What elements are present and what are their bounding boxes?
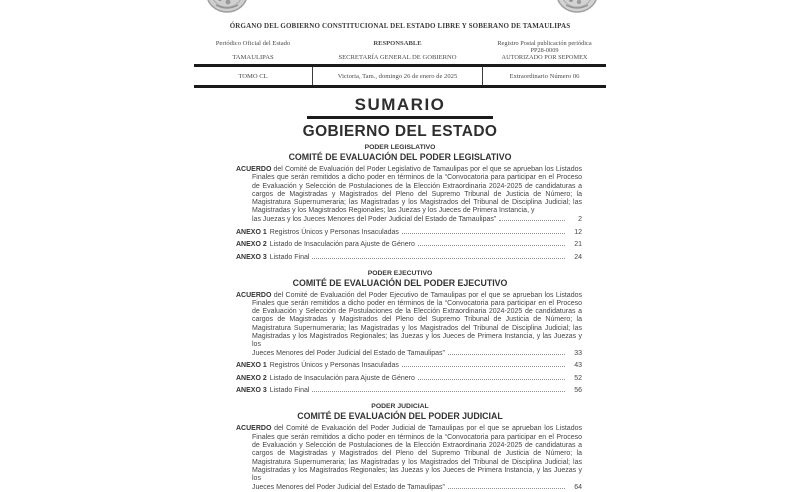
anexo-row bbox=[236, 387, 582, 395]
acuerdo-entry bbox=[236, 425, 582, 491]
dot-leader bbox=[448, 488, 565, 489]
masthead-columns bbox=[194, 40, 606, 61]
document-body bbox=[194, 0, 606, 492]
section-power-title: PODER JUDICIAL bbox=[371, 403, 429, 411]
acuerdo-body: del Comité de Evaluación del Poder Judicial de Tamaulipas por el que se aprueban los Listados Finales que serán remitidos a dicho poder en términos de la “Convocatoria para participar en el Proceso de Evaluación y Selección de Postulaciones de la Elección Extraordinaria 2024-2025 de candidaturas a cargos de Magistradas y Magistrados del Pleno del Supremo Tribunal de Justicia de Número; la Magistratura Supernumeraria; las Magistradas y los Magistrados del Tribunal de Disciplina Judicial; las Magistradas y los Magistrados Regionales; las Juezas y los Jueces de Primera Instancia, y las Juezas y los bbox=[252, 425, 582, 483]
acuerdo-lastline-text: las Juezas y los Jueces Menores del Poder Judicial del Estado de Tamaulipas” bbox=[252, 215, 497, 223]
section-committee-title: COMITÉ DE EVALUACIÓN DEL PODER JUDICIAL bbox=[297, 411, 503, 422]
anexo-text: Listado de Insaculación para Ajuste de Género bbox=[269, 241, 415, 249]
state-seal-right-icon bbox=[556, 0, 598, 15]
page-number: 12 bbox=[574, 228, 582, 236]
acuerdo-lastline bbox=[252, 484, 582, 492]
anexo-label: ANEXO 3 bbox=[236, 387, 267, 395]
tomo-cell: TOMO CL bbox=[238, 72, 268, 80]
date-place-cell: Victoria, Tam., domingo 26 de enero de 2025 bbox=[312, 67, 483, 85]
acuerdo-body: del Comité de Evaluación del Poder Legislativo de Tamaulipas por el que se aprueban los Listados Finales que serán remitidos a dicho poder en términos de la “Convocatoria para participar en el Proceso de Evaluación y Selección de Postulaciones de la Elección Extraordinaria 2024-2025 de candidaturas a cargos de Magistradas y Magistrados del Pleno del Supremo Tribunal de Justicia de Número; la Magistratura Supernumeraria; las Magistradas y los Magistrados del Tribunal de Disciplina Judicial; las Magistradas y los Magistrados Regionales; las Juezas y los Jueces de Primera Instancia, y bbox=[252, 166, 582, 215]
dot-leader bbox=[448, 354, 565, 355]
registro-postal-line: Registro Postal publicación periódica bbox=[497, 40, 592, 47]
acuerdo-lastline bbox=[252, 350, 582, 358]
anexo-label: ANEXO 2 bbox=[236, 241, 267, 249]
anexo-label: ANEXO 3 bbox=[236, 253, 267, 261]
acuerdo-label: ACUERDO bbox=[236, 425, 272, 433]
masthead-left bbox=[194, 40, 312, 61]
periodico-oficial-label: Periódico Oficial del Estado bbox=[215, 40, 291, 47]
section-committee-title: COMITÉ DE EVALUACIÓN DEL PODER LEGISLATIVO bbox=[288, 152, 512, 162]
page-number: 2 bbox=[578, 215, 582, 223]
section-committee-title: COMITÉ DE EVALUACIÓN DEL PODER EJECUTIVO bbox=[292, 277, 508, 288]
acuerdo-entry bbox=[236, 292, 582, 358]
registro-number: PP28-0009 bbox=[530, 47, 559, 54]
anexo-row bbox=[236, 362, 582, 370]
issue-number-cell: Extraordinario Número 06 bbox=[509, 72, 580, 80]
page-number: 56 bbox=[574, 387, 582, 395]
page-number: 43 bbox=[574, 362, 582, 370]
state-name: TAMAULIPAS bbox=[232, 53, 274, 61]
issue-info-row bbox=[194, 64, 606, 88]
acuerdo-label: ACUERDO bbox=[236, 291, 272, 299]
dot-leader bbox=[402, 233, 565, 234]
sumario-rule bbox=[307, 116, 493, 119]
secretaria-label: SECRETARÍA GENERAL DE GOBIERNO bbox=[338, 53, 457, 61]
acuerdo-lastline-text: Jueces Menores del Poder Judicial del Estado de Tamaulipas” bbox=[252, 483, 445, 491]
anexo-text: Listado de Insaculación para Ajuste de Género bbox=[269, 374, 415, 382]
acuerdo-lastline-text: Jueces Menores del Poder Judicial del Estado de Tamaulipas” bbox=[252, 349, 445, 357]
anexo-row bbox=[236, 375, 582, 383]
sepomex-line: AUTORIZADO POR SEPOMEX bbox=[501, 54, 588, 61]
masthead-right bbox=[483, 40, 606, 61]
page-number: 33 bbox=[574, 349, 582, 357]
dot-leader bbox=[418, 245, 565, 246]
anexo-row bbox=[236, 241, 582, 249]
page-number: 52 bbox=[574, 374, 582, 382]
acuerdo-body: del Comité de Evaluación del Poder Ejecutivo de Tamaulipas por el que se aprueban los Listados Finales que serán remitidos a dicho poder en términos de la “Convocatoria para participar en el Proceso de Evaluación y Selección de Postulaciones de la Elección Extraordinaria 2024-2025 de candidaturas a cargos de Magistradas y Magistrados del Pleno del Supremo Tribunal de Justicia de Número; la Magistratura Supernumeraria; las Magistradas y los Magistrados del Tribunal de Disciplina Judicial; las Magistradas y los Magistrados Regionales; las Juezas y los Jueces de Primera Instancia, y las Juezas y los bbox=[252, 291, 582, 349]
page-number: 24 bbox=[574, 253, 582, 261]
dot-leader bbox=[418, 379, 565, 380]
section-power-title: PODER EJECUTIVO bbox=[367, 269, 433, 277]
acuerdo-text bbox=[236, 166, 582, 216]
anexo-text: Registros Únicos y Personas Insaculadas bbox=[269, 228, 399, 236]
dot-leader bbox=[499, 220, 565, 221]
anexo-text: Registros Únicos y Personas Insaculadas bbox=[269, 362, 399, 370]
acuerdo-lastline bbox=[252, 216, 582, 224]
anexo-label: ANEXO 2 bbox=[236, 374, 267, 382]
dot-leader bbox=[402, 366, 565, 367]
anexo-row bbox=[236, 229, 582, 237]
state-seal-left-icon bbox=[206, 0, 248, 15]
anexo-text: Listado Final bbox=[269, 387, 310, 395]
organo-line: ÓRGANO DEL GOBIERNO CONSTITUCIONAL DEL ESTADO LIBRE Y SOBERANO DE TAMAULIPAS bbox=[229, 22, 571, 30]
anexo-label: ANEXO 1 bbox=[236, 362, 267, 370]
masthead-center bbox=[312, 40, 483, 61]
anexo-label: ANEXO 1 bbox=[236, 228, 267, 236]
responsable-label: RESPONSABLE bbox=[373, 40, 422, 47]
sumario-title: SUMARIO bbox=[354, 95, 446, 114]
gobierno-del-estado-title: GOBIERNO DEL ESTADO bbox=[302, 123, 498, 140]
acuerdo-entry bbox=[236, 166, 582, 224]
acuerdo-text bbox=[236, 292, 582, 350]
page-number: 64 bbox=[574, 483, 582, 491]
acuerdo-text bbox=[236, 425, 582, 483]
page-number: 21 bbox=[574, 241, 582, 249]
acuerdo-label: ACUERDO bbox=[236, 166, 272, 173]
anexo-row bbox=[236, 254, 582, 262]
dot-leader bbox=[312, 258, 565, 259]
anexo-text: Listado Final bbox=[269, 253, 310, 261]
section-power-title: PODER LEGISLATIVO bbox=[364, 144, 436, 151]
dot-leader bbox=[312, 391, 565, 392]
